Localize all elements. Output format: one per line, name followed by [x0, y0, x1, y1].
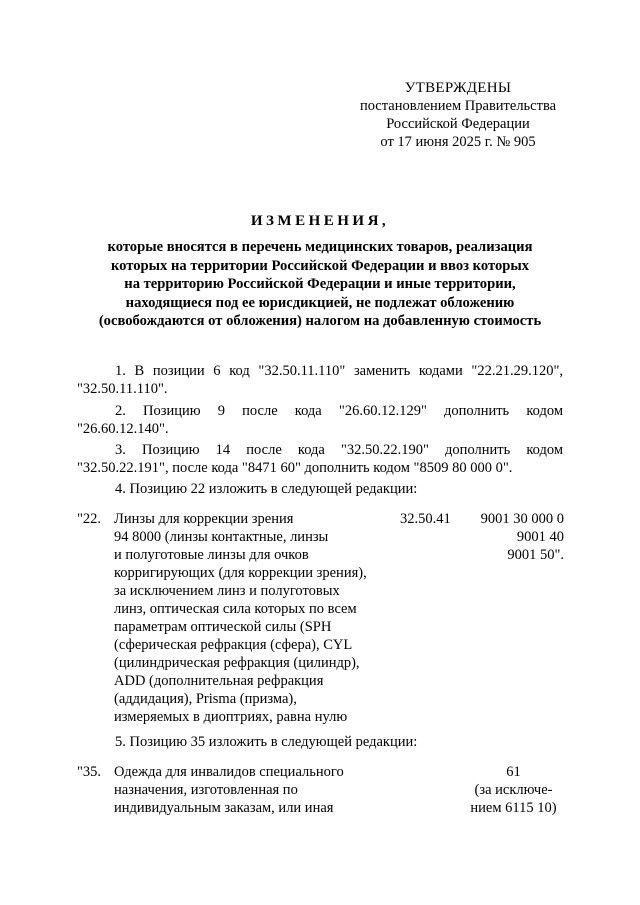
approval-stamp	[340, 79, 576, 151]
position-22-number: "22.	[77, 511, 102, 527]
approval-heading: УТВЕРЖДЕНЫ	[404, 80, 512, 96]
subtitle-line: которые вносятся в перечень медицинских товаров, реализация	[107, 239, 533, 255]
description-line: индивидуальным заказам, или иная	[114, 800, 334, 816]
position-22-tnved-codes	[463, 510, 564, 564]
item-2-line-1: 2. Позицию 9 после кода "26.60.12.129" дополнить кодом	[115, 403, 563, 419]
approval-line-3: Российской Федерации	[386, 116, 530, 132]
description-line: Линзы для коррекции зрения	[114, 511, 294, 527]
item-3-line-1: 3. Позицию 14 после кода "32.50.22.190" дополнить кодом	[115, 442, 563, 458]
description-line: измеряемых в диоптриях, равна нулю	[114, 709, 348, 725]
subtitle-line: на территорию Российской Федерации и иные территории,	[124, 276, 516, 292]
item-1-line-1: 1. В позиции 6 код "32.50.11.110" заменить кодами "22.21.29.120",	[115, 363, 563, 379]
item-2-line-2: "26.60.12.140".	[77, 421, 169, 437]
tnved-code: 9001 40	[516, 529, 564, 545]
document-subtitle	[78, 238, 562, 331]
subtitle-line: (освобождаются от обложения) налогом на добавленную стоимость	[98, 313, 542, 329]
position-22-okpd-code: 32.50.41	[400, 511, 451, 527]
description-line: назначения, изготовленная по	[114, 782, 298, 798]
tnved-code: (за исключе-	[474, 782, 553, 798]
description-line: (цилиндрическая рефракция (цилиндр),	[114, 655, 360, 671]
approval-date-line: от 17 июня 2025 г. № 905	[380, 134, 536, 150]
description-line	[114, 528, 404, 546]
description-line-2: (линзы контактные, линзы	[164, 529, 329, 545]
overflow-code: 94 8000	[114, 529, 162, 545]
position-35-description	[114, 763, 404, 817]
description-line: параметрам оптической силы (SPH	[114, 619, 332, 635]
item-1	[77, 362, 563, 398]
subtitle-line: находящиеся под ее юрисдикцией, не подлежат обложению	[125, 294, 515, 311]
item-1-line-2: "32.50.11.110".	[77, 381, 168, 397]
tnved-code: 9001 30 000 0	[480, 511, 564, 527]
description-line: и полуготовые линзы для очков	[114, 547, 309, 563]
position-22-description	[114, 510, 404, 726]
tnved-code: 9001 50".	[507, 547, 564, 563]
subtitle-line: которых на территории Российской Федерации и ввоз которых	[110, 257, 530, 274]
item-5	[77, 733, 563, 751]
description-line: ADD (дополнительная рефракция	[114, 673, 324, 689]
description-line: (аддидация), Prisma (призма),	[114, 691, 297, 707]
document-title: ИЗМЕНЕНИЯ,	[250, 213, 390, 229]
item-3	[77, 441, 563, 477]
description-line: (сферическая рефракция (сфера), CYL	[114, 637, 353, 653]
item-5-text: 5. Позицию 35 изложить в следующей редакции:	[115, 734, 418, 750]
item-4-text: 4. Позицию 22 изложить в следующей редакции:	[115, 481, 418, 497]
tnved-code: 61	[506, 764, 521, 780]
description-line: линз, оптическая сила которых по всем	[114, 601, 357, 617]
item-3-line-2: "32.50.22.191", после кода "8471 60" дополнить кодом "8509 80 000 0".	[77, 460, 513, 476]
position-35-tnved-codes	[457, 763, 570, 817]
description-line: за исключением линз и полуготовых	[114, 583, 340, 599]
description-line: корригирующих (для коррекции зрения),	[114, 565, 367, 581]
position-35-number: "35.	[77, 764, 102, 780]
item-4	[77, 480, 563, 498]
approval-line-2: постановлением Правительства	[359, 98, 557, 114]
tnved-code: нием 6115 10)	[470, 800, 557, 816]
item-2	[77, 402, 563, 438]
description-line: Одежда для инвалидов специального	[114, 764, 344, 780]
